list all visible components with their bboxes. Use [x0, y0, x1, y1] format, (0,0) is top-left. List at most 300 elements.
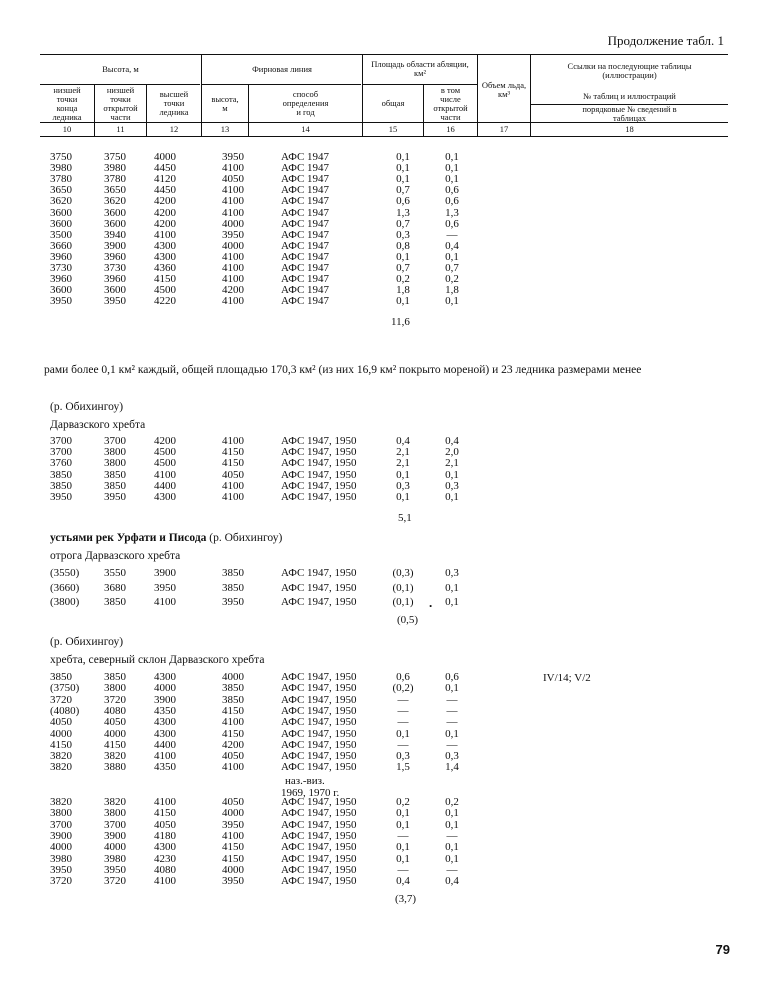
- table-cell: 0,1: [396, 818, 410, 831]
- table-cell: 0,1: [396, 468, 410, 481]
- table-cell: 3750: [50, 151, 72, 163]
- table-cell: 0,1: [445, 596, 459, 608]
- method-note-1: наз.-виз.: [285, 775, 325, 787]
- table-row: [0, 470, 773, 481]
- table-cell: 3700: [104, 435, 126, 447]
- table-cell: 4400: [154, 738, 176, 751]
- table-cell: АФС 1947, 1950: [281, 567, 357, 579]
- table-cell: 3900: [154, 693, 176, 706]
- table-cell: 1,5: [396, 761, 410, 774]
- table-cell: АФС 1947, 1950: [281, 682, 357, 695]
- table-cell: 3700: [50, 818, 72, 831]
- table-cell: 0,1: [445, 491, 459, 503]
- table-cell: 4150: [222, 852, 244, 865]
- table-cell: 4230: [154, 852, 176, 865]
- table-cell: 0,4: [445, 435, 459, 447]
- table-cell: 0,6: [396, 671, 410, 683]
- table-cell: 0,6: [445, 671, 459, 683]
- table-cell: 3800: [104, 457, 126, 470]
- table-cell: 3850: [222, 682, 244, 695]
- table-cell: —: [446, 228, 458, 241]
- total-block-3: (0,5): [397, 614, 419, 626]
- table-cell: 0,1: [445, 581, 459, 594]
- table-cell: 0,1: [445, 818, 459, 831]
- table-cell: 4300: [154, 239, 176, 252]
- table-cell: 0,1: [396, 162, 410, 175]
- table-cell: 0,1: [445, 807, 459, 820]
- table-row: [0, 729, 773, 740]
- table-cell: 0,7: [445, 262, 459, 274]
- header-volume: Объем льда, км³: [481, 80, 527, 99]
- table-cell: 0,2: [445, 796, 459, 808]
- table-row: [0, 808, 773, 819]
- table-header: [40, 54, 728, 137]
- table-cell: 3980: [104, 162, 126, 175]
- table-cell: 3850: [50, 479, 72, 492]
- table-row: [0, 219, 773, 230]
- table-cell: 0,2: [396, 796, 410, 808]
- table-cell: —: [397, 863, 409, 876]
- range-label: хребта, северный склон Дарвазского хребта: [50, 654, 265, 666]
- table-cell: АФС 1947: [281, 162, 330, 175]
- table-cell: 3820: [104, 796, 126, 808]
- table-cell: 4300: [154, 250, 176, 263]
- table-cell: 0,3: [396, 479, 410, 492]
- table-cell: 4100: [222, 435, 244, 447]
- total-block-4: (3,7): [395, 893, 417, 905]
- table-cell: 0,1: [396, 173, 410, 186]
- table-cell: 4500: [154, 446, 176, 459]
- table-cell: —: [397, 716, 409, 729]
- header-firn-height: высота, м: [211, 93, 239, 113]
- table-cell: 0,6: [396, 195, 410, 208]
- colnum: 12: [169, 124, 179, 134]
- table-cell: 0,1: [445, 841, 459, 854]
- table-cell: (4080): [50, 704, 80, 717]
- table-cell: 0,4: [396, 435, 410, 447]
- table-cell: 3720: [50, 693, 72, 706]
- table-cell: 0,7: [396, 217, 410, 230]
- table-cell: АФС 1947: [281, 195, 330, 208]
- table-cell: 3500: [50, 228, 72, 241]
- table-cell: 4200: [222, 284, 244, 297]
- table-cell: 0,1: [396, 151, 410, 163]
- table-cell: 3800: [104, 446, 126, 459]
- table-cell: 4500: [154, 457, 176, 470]
- table-cell: 3850: [222, 693, 244, 706]
- table-cell: 0,4: [396, 875, 410, 888]
- table-cell: 0,2: [396, 273, 410, 286]
- table-cell: 0,4: [445, 239, 459, 252]
- header-bottom-rule: [40, 136, 728, 137]
- table-cell: 4360: [154, 262, 176, 274]
- table-cell: АФС 1947: [281, 239, 330, 252]
- continuation-label: Продолжение табл. 1: [607, 33, 724, 48]
- table-cell: —: [446, 738, 458, 751]
- table-cell: 0,6: [445, 184, 459, 197]
- reference-cell: IV/14; V/2: [543, 672, 591, 684]
- table-cell: АФС 1947, 1950: [281, 761, 357, 774]
- table-row: [0, 196, 773, 207]
- table-cell: 0,6: [445, 195, 459, 208]
- table-cell: 4100: [222, 716, 244, 729]
- table-cell: 3950: [50, 491, 72, 503]
- table-cell: АФС 1947, 1950: [281, 863, 357, 876]
- table-cell: АФС 1947, 1950: [281, 738, 357, 751]
- table-cell: 3600: [104, 206, 126, 219]
- table-cell: 4400: [154, 479, 176, 492]
- table-cell: АФС 1947, 1950: [281, 796, 357, 808]
- colnum: 15: [388, 124, 398, 134]
- table-cell: 0,1: [445, 468, 459, 481]
- table-cell: АФС 1947, 1950: [281, 727, 357, 740]
- table-cell: 3900: [154, 567, 176, 579]
- table-cell: АФС 1947: [281, 228, 330, 241]
- table-cell: АФС 1947: [281, 262, 330, 274]
- table-cell: 0,7: [396, 262, 410, 274]
- table-cell: АФС 1947, 1950: [281, 841, 357, 854]
- colnum: 11: [116, 124, 125, 134]
- table-cell: 3750: [104, 151, 126, 163]
- table-cell: —: [397, 704, 409, 717]
- table-cell: 4150: [222, 446, 244, 459]
- table-cell: 3850: [104, 596, 126, 608]
- table-cell: 3550: [104, 567, 126, 579]
- colnum: 17: [499, 124, 509, 134]
- table-cell: —: [446, 716, 458, 729]
- colnum: 16: [446, 124, 455, 134]
- table-cell: (3550): [50, 567, 80, 579]
- table-cell: АФС 1947, 1950: [281, 435, 357, 447]
- table-cell: 3980: [50, 162, 72, 175]
- table-cell: (0,1): [392, 596, 414, 608]
- table-cell: 3600: [104, 217, 126, 230]
- table-cell: 3960: [50, 273, 72, 286]
- table-cell: 2,1: [396, 457, 410, 470]
- table-cell: АФС 1947, 1950: [281, 807, 357, 820]
- table-cell: АФС 1947: [281, 206, 330, 219]
- table-cell: 3820: [50, 750, 72, 763]
- table-cell: АФС 1947, 1950: [281, 468, 357, 481]
- table-cell: АФС 1947, 1950: [281, 818, 357, 831]
- table-cell: —: [397, 738, 409, 751]
- table-cell: 4100: [222, 195, 244, 208]
- table-cell: 3800: [104, 682, 126, 695]
- table-cell: 4180: [154, 829, 176, 842]
- table-cell: АФС 1947: [281, 273, 330, 286]
- heading-river: (р. Обихингоу): [209, 532, 283, 544]
- colnum: 13: [220, 124, 230, 134]
- table-cell: 4050: [104, 716, 126, 729]
- table-cell: 0,1: [445, 173, 459, 186]
- table-cell: АФС 1947, 1950: [281, 704, 357, 717]
- table-cell: 4000: [104, 727, 126, 740]
- table-cell: АФС 1947, 1950: [281, 596, 357, 608]
- header-area-group: Площадь области абляции, км²: [371, 59, 469, 78]
- table-cell: 4100: [222, 206, 244, 219]
- table-cell: 3780: [50, 173, 72, 186]
- table-cell: —: [397, 693, 409, 706]
- header-area-total: общая: [381, 98, 405, 108]
- table-cell: 3980: [50, 852, 72, 865]
- table-cell: —: [446, 863, 458, 876]
- total-block-1: 11,6: [391, 316, 410, 328]
- total-block-2: 5,1: [398, 512, 412, 524]
- table-row: [0, 296, 773, 307]
- table-cell: 4050: [222, 796, 244, 808]
- table-cell: 3960: [50, 250, 72, 263]
- table-cell: АФС 1947: [281, 184, 330, 197]
- table-cell: 0,1: [396, 727, 410, 740]
- river-label: (р. Обихингоу): [50, 636, 124, 648]
- table-cell: 3850: [104, 479, 126, 492]
- table-cell: 3850: [222, 581, 244, 594]
- table-cell: 3950: [50, 295, 72, 308]
- table-cell: 3950: [104, 863, 126, 876]
- table-cell: АФС 1947, 1950: [281, 671, 357, 683]
- table-cell: 3720: [50, 875, 72, 888]
- table-cell: АФС 1947: [281, 284, 330, 297]
- method-note-2: 1969, 1970 г.: [281, 787, 340, 799]
- table-cell: 4050: [222, 750, 244, 763]
- table-cell: 3850: [222, 567, 244, 579]
- table-cell: 3720: [104, 875, 126, 888]
- table-cell: 4000: [222, 217, 244, 230]
- table-cell: 4000: [154, 682, 176, 695]
- table-cell: 4100: [154, 228, 176, 241]
- table-cell: 3960: [104, 250, 126, 263]
- table-cell: 0,1: [396, 491, 410, 503]
- table-cell: АФС 1947: [281, 295, 330, 308]
- table-cell: 1,8: [396, 284, 410, 297]
- table-cell: 4100: [222, 491, 244, 503]
- table-cell: 4100: [222, 250, 244, 263]
- table-cell: 0,3: [445, 750, 459, 763]
- table-row: [0, 695, 773, 706]
- table-cell: 3730: [104, 262, 126, 274]
- table-cell: 3600: [50, 217, 72, 230]
- table-cell: 4000: [222, 807, 244, 820]
- table-cell: 0,3: [396, 228, 410, 241]
- table-cell: 3980: [104, 852, 126, 865]
- table-cell: 3730: [50, 262, 72, 274]
- table-cell: 3880: [104, 761, 126, 774]
- table-cell: 4100: [222, 295, 244, 308]
- table-cell: (0,1): [392, 581, 414, 594]
- table-cell: АФС 1947: [281, 173, 330, 186]
- table-cell: 1,3: [396, 206, 410, 219]
- table-cell: 3950: [104, 295, 126, 308]
- range-label: отрога Дарвазского хребта: [50, 550, 181, 562]
- header-height-group: Высота, м: [102, 63, 139, 74]
- table-cell: 3680: [104, 581, 126, 594]
- header-firn-method: способ определения и год: [282, 89, 329, 117]
- table-cell: 4150: [222, 727, 244, 740]
- table-cell: (0,3): [392, 567, 414, 579]
- table-cell: 3900: [50, 829, 72, 842]
- table-cell: 0,1: [445, 295, 459, 308]
- table-cell: 4000: [50, 841, 72, 854]
- table-cell: 4100: [222, 262, 244, 274]
- table-row: [0, 854, 773, 865]
- colnum: 10: [62, 124, 72, 134]
- table-cell: АФС 1947, 1950: [281, 875, 357, 888]
- table-cell: 0,1: [396, 295, 410, 308]
- table-row: [0, 583, 773, 594]
- table-cell: —: [446, 704, 458, 717]
- table-cell: 3820: [50, 761, 72, 774]
- table-cell: 0,1: [445, 162, 459, 175]
- table-cell: 0,8: [396, 239, 410, 252]
- table-cell: 3800: [104, 807, 126, 820]
- table-cell: АФС 1947, 1950: [281, 829, 357, 842]
- table-cell: 3700: [50, 435, 72, 447]
- table-cell: 3780: [104, 173, 126, 186]
- table-cell: 4150: [50, 738, 72, 751]
- table-cell: 4050: [222, 173, 244, 186]
- table-cell: (3660): [50, 581, 80, 594]
- table-cell: 3960: [104, 273, 126, 286]
- table-cell: 3950: [154, 581, 176, 594]
- table-cell: 4000: [222, 239, 244, 252]
- table-cell: 0,1: [396, 250, 410, 263]
- table-cell: 3820: [50, 796, 72, 808]
- section-heading: [50, 532, 282, 544]
- colnum: 14: [301, 124, 310, 134]
- table-cell: 3700: [50, 446, 72, 459]
- table-cell: 4100: [222, 162, 244, 175]
- table-cell: 0,1: [396, 841, 410, 854]
- colnum: 18: [625, 124, 634, 134]
- table-cell: 0,2: [445, 273, 459, 286]
- table-cell: 3650: [50, 184, 72, 197]
- table-cell: 0,3: [396, 750, 410, 763]
- table-cell: 3600: [104, 284, 126, 297]
- table-cell: 3950: [50, 863, 72, 876]
- table-cell: 4220: [154, 295, 176, 308]
- table-row: [0, 492, 773, 503]
- table-cell: 3950: [222, 151, 244, 163]
- table-cell: 0,3: [445, 567, 459, 579]
- table-cell: 4100: [222, 184, 244, 197]
- table-cell: 4300: [154, 491, 176, 503]
- table-cell: 4150: [104, 738, 126, 751]
- table-cell: 4200: [154, 217, 176, 230]
- table-cell: 4100: [222, 273, 244, 286]
- table-cell: 4150: [154, 273, 176, 286]
- table-cell: 3850: [104, 468, 126, 481]
- table-row: [0, 762, 773, 773]
- table-cell: 3600: [50, 284, 72, 297]
- table-cell: 1,3: [445, 206, 459, 219]
- table-cell: (3750): [50, 682, 80, 695]
- table-cell: 3650: [104, 184, 126, 197]
- table-cell: 4100: [154, 750, 176, 763]
- table-cell: 3850: [50, 671, 72, 683]
- table-cell: 4100: [154, 468, 176, 481]
- table-cell: 0,1: [445, 852, 459, 865]
- table-cell: 4000: [50, 727, 72, 740]
- table-cell: 4050: [50, 716, 72, 729]
- river-label: (р. Обихингоу): [50, 401, 124, 413]
- table-cell: 0,4: [445, 875, 459, 888]
- table-cell: АФС 1947, 1950: [281, 457, 357, 470]
- table-cell: 4000: [104, 841, 126, 854]
- table-cell: 4300: [154, 841, 176, 854]
- table-cell: 3800: [50, 807, 72, 820]
- header-refs-group: Ссылки на последующие таблицы (иллюстрации): [567, 61, 692, 80]
- header-refs-sub1: № таблиц и иллюстраций: [583, 91, 676, 101]
- table-cell: 3900: [104, 239, 126, 252]
- table-cell: АФС 1947, 1950: [281, 479, 357, 492]
- table-cell: 3850: [104, 671, 126, 683]
- table-cell: 3950: [222, 875, 244, 888]
- table-cell: 4350: [154, 761, 176, 774]
- table-cell: 0,1: [445, 682, 459, 695]
- table-cell: 3600: [50, 206, 72, 219]
- table-cell: АФС 1947, 1950: [281, 446, 357, 459]
- table-cell: 4150: [222, 704, 244, 717]
- table-cell: 4100: [222, 761, 244, 774]
- table-cell: 4100: [154, 596, 176, 608]
- table-cell: 4050: [154, 818, 176, 831]
- table-cell: 3660: [50, 239, 72, 252]
- header-refs-sub2: порядковые № сведений в таблицах: [582, 103, 677, 123]
- table-cell: АФС 1947: [281, 151, 330, 163]
- table-cell: 4150: [222, 841, 244, 854]
- header-firn-group: Фирновая линия: [252, 63, 312, 74]
- table-cell: 0,1: [396, 807, 410, 820]
- table-cell: 3940: [104, 228, 126, 241]
- page-number: 79: [715, 942, 730, 957]
- table-cell: 4100: [222, 479, 244, 492]
- table-cell: 4300: [154, 716, 176, 729]
- table-cell: 4200: [154, 195, 176, 208]
- table-cell: АФС 1947, 1950: [281, 491, 357, 503]
- table-cell: 0,3: [445, 479, 459, 492]
- table-cell: 4000: [222, 863, 244, 876]
- table-cell: 4100: [154, 796, 176, 808]
- table-cell: 4500: [154, 284, 176, 297]
- table-cell: 4450: [154, 184, 176, 197]
- header-area-open: в том числе открытой части: [433, 84, 468, 122]
- table-row: [0, 717, 773, 728]
- range-label: Дарвазского хребта: [50, 419, 146, 431]
- table-cell: 4350: [154, 704, 176, 717]
- table-cell: АФС 1947: [281, 217, 330, 230]
- table-cell: 4200: [154, 435, 176, 447]
- table-cell: АФС 1947, 1950: [281, 852, 357, 865]
- table-cell: 1,4: [445, 761, 459, 774]
- table-cell: —: [446, 693, 458, 706]
- table-cell: 4080: [104, 704, 126, 717]
- table-row: [0, 683, 773, 694]
- table-cell: (0,2): [392, 682, 414, 695]
- table-cell: 4100: [222, 829, 244, 842]
- stray-dot: .: [429, 595, 433, 610]
- table-cell: 0,1: [445, 727, 459, 740]
- table-row: [0, 842, 773, 853]
- header-high: высшей точки ледника: [159, 89, 189, 117]
- table-row: [0, 597, 773, 608]
- table-cell: —: [446, 829, 458, 842]
- table-cell: 3950: [222, 818, 244, 831]
- table-cell: 3700: [104, 818, 126, 831]
- table-row: [0, 568, 773, 579]
- table-cell: 4150: [154, 807, 176, 820]
- table-row: [0, 458, 773, 469]
- table-cell: (3800): [50, 596, 80, 608]
